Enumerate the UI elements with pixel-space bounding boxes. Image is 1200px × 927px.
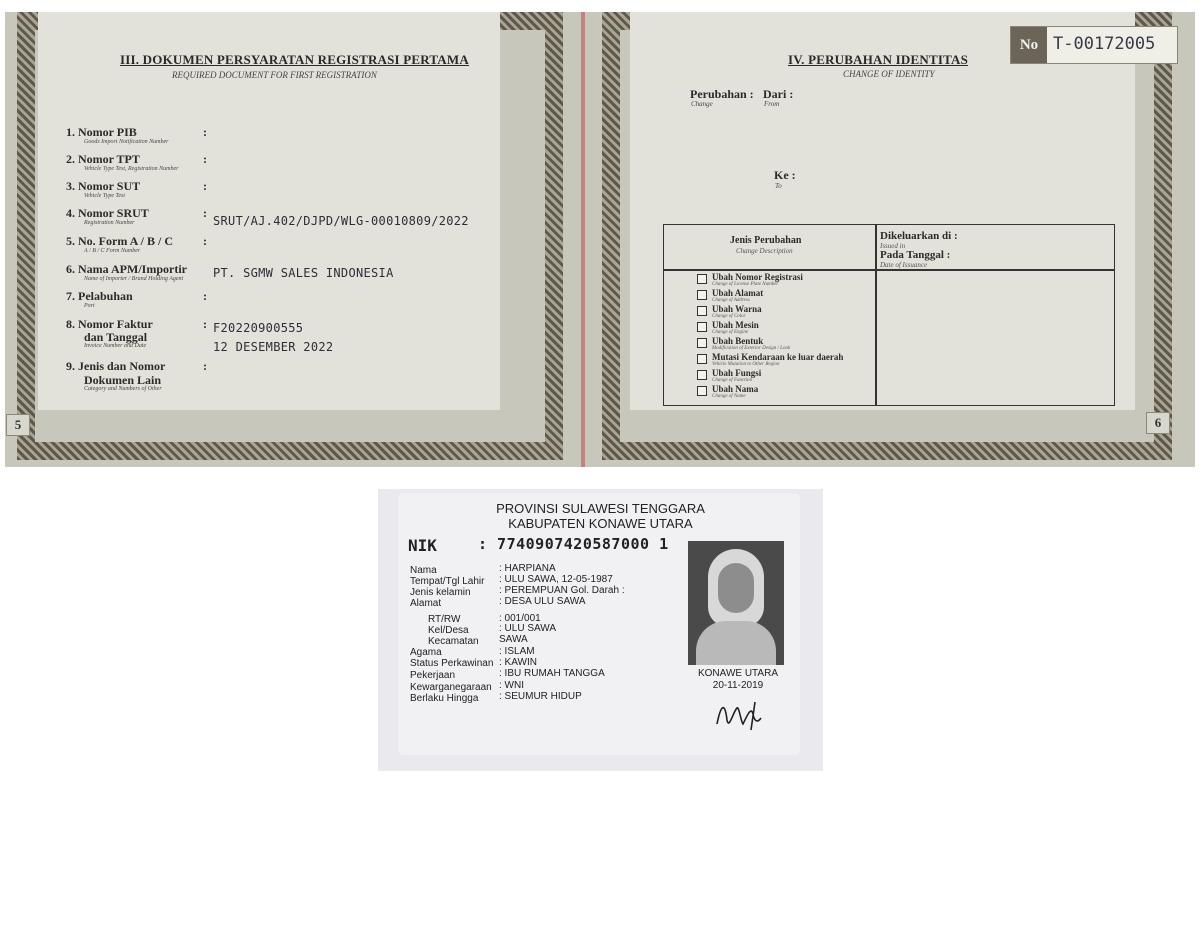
checkbox-change-function[interactable] xyxy=(697,370,707,380)
perubahan-sublabel: Change xyxy=(691,100,713,108)
field-value-invoice-number: F20220900555 xyxy=(213,321,304,335)
issue-place: KONAWE UTARA xyxy=(697,668,778,679)
field-label-form-abc: 5. No. Form A / B / C xyxy=(66,234,173,248)
card-field-label: Kel/Desa xyxy=(428,625,469,636)
section-subtitle-required-documents: REQUIRED DOCUMENT FOR FIRST REGISTRATION xyxy=(172,70,377,80)
checkbox-change-shape[interactable] xyxy=(697,338,707,348)
option-change-engine: Ubah Mesin xyxy=(712,320,759,330)
document-number-label: No xyxy=(1011,27,1047,63)
table-subheader-issue-date: Date of Issuance xyxy=(880,261,928,269)
section-title-change-identity: IV. PERUBAHAN IDENTITAS xyxy=(788,52,969,67)
field-sublabel-pib: Goods Import Notification Number xyxy=(84,139,169,145)
field-sublabel-sut: Vehicle Type Test xyxy=(84,193,125,199)
field-sublabel-other-docs: Category and Numbers of Other xyxy=(84,386,162,392)
card-field-village: : ULU SAWA xyxy=(499,623,557,634)
option-sublabel: Change of Color xyxy=(712,314,746,319)
table-header-issued-in: Dikeluarkan di : xyxy=(880,230,958,242)
card-field-occupation: : IBU RUMAH TANGGA xyxy=(499,668,605,679)
field-sublabel-importer: Name of Importer / Brand Holding Agent xyxy=(84,276,184,282)
checkbox-change-engine[interactable] xyxy=(697,322,707,332)
checkbox-change-address[interactable] xyxy=(697,290,707,300)
photo-face xyxy=(718,563,754,613)
card-field-label: Alamat xyxy=(410,598,442,609)
option-sublabel: Vehicle Mutation to Other Region xyxy=(712,362,780,367)
document-number-box xyxy=(1010,26,1178,64)
document-number-value: T-00172005 xyxy=(1053,34,1156,54)
holder-photo xyxy=(688,541,784,665)
card-field-label: Kecamatan xyxy=(428,636,479,647)
field-colon: : xyxy=(203,289,207,303)
perubahan-label: Perubahan : xyxy=(690,87,754,101)
field-colon: : xyxy=(203,317,207,331)
booklet-spine xyxy=(581,12,585,467)
field-sublabel-tpt: Vehicle Type Test, Registration Number xyxy=(84,166,179,172)
field-label-port: 7. Pelabuhan xyxy=(66,289,133,303)
card-field-marital: : KAWIN xyxy=(499,657,537,668)
field-value-srut: SRUT/AJ.402/DJPD/WLG-00010809/2022 xyxy=(213,214,469,228)
option-sublabel: Change of Name xyxy=(712,394,746,399)
field-sublabel-form-abc: A / B / C Form Number xyxy=(84,248,141,254)
card-regency: KABUPATEN KONAWE UTARA xyxy=(508,516,693,531)
card-province: PROVINSI SULAWESI TENGGARA xyxy=(496,501,705,516)
card-field-label: Status Perkawinan xyxy=(410,658,494,669)
field-label-sut: 3. Nomor SUT xyxy=(66,179,141,193)
field-label-other-docs-line2: Dokumen Lain xyxy=(84,373,162,387)
card-field-label: Kewarganegaraan xyxy=(410,682,492,693)
field-colon: : xyxy=(203,179,207,193)
option-vehicle-mutation: Mutasi Kendaraan ke luar daerah xyxy=(712,352,844,362)
option-sublabel: Change of Function xyxy=(712,378,752,383)
card-field-address: : DESA ULU SAWA xyxy=(499,596,586,607)
option-change-color: Ubah Warna xyxy=(712,304,762,314)
table-header-change-type: Jenis Perubahan xyxy=(730,235,802,246)
field-sublabel-srut: Registration Number xyxy=(84,220,135,226)
table-divider xyxy=(875,225,877,405)
card-field-label: RT/RW xyxy=(428,614,461,625)
card-field-rtrw: : 001/001 xyxy=(499,613,541,624)
field-label-invoice-line2: dan Tanggal xyxy=(84,330,148,344)
field-label-srut: 4. Nomor SRUT xyxy=(66,206,149,220)
ke-label: Ke : xyxy=(774,168,796,182)
card-field-label: Tempat/Tgl Lahir xyxy=(410,576,485,587)
identity-card xyxy=(378,489,823,771)
holder-signature xyxy=(711,694,771,736)
field-value-importer: PT. SGMW SALES INDONESIA xyxy=(213,266,394,280)
card-field-label: Jenis kelamin xyxy=(410,587,471,598)
checkbox-change-name[interactable] xyxy=(697,386,707,396)
field-colon: : xyxy=(203,234,207,248)
option-change-shape: Ubah Bentuk xyxy=(712,336,764,346)
table-header-issue-date: Pada Tanggal : xyxy=(880,249,951,261)
issue-date: 20-11-2019 xyxy=(712,680,764,691)
card-field-name: : HARPIANA xyxy=(499,563,556,574)
field-label-tpt: 2. Nomor TPT xyxy=(66,152,140,166)
option-change-name: Ubah Nama xyxy=(712,384,759,394)
option-sublabel: Change of Address xyxy=(712,298,750,303)
field-label-pib: 1. Nomor PIB xyxy=(66,125,137,139)
option-change-registration: Ubah Nomor Registrasi xyxy=(712,272,803,282)
field-label-invoice: 8. Nomor Faktur xyxy=(66,317,153,331)
nik-label: NIK xyxy=(408,536,437,555)
field-sublabel-port: Port xyxy=(84,303,95,309)
table-divider xyxy=(664,269,1114,271)
table-subheader-issued-in: Issued in xyxy=(880,242,906,250)
card-field-validity: : SEUMUR HIDUP xyxy=(499,691,582,702)
nik-value: : 7740907420587000 1 xyxy=(478,535,669,553)
card-field-label: Pekerjaan xyxy=(410,670,456,681)
dari-sublabel: From xyxy=(764,100,780,108)
field-colon: : xyxy=(203,206,207,220)
section-subtitle-change-identity: CHANGE OF IDENTITY xyxy=(843,69,935,79)
card-field-village-cont: SAWA xyxy=(499,634,528,645)
photo-body xyxy=(696,621,776,665)
page-number-right: 6 xyxy=(1146,412,1170,434)
card-field-nationality: : WNI xyxy=(499,680,524,691)
table-subheader-change-type: Change Description xyxy=(736,247,793,255)
card-field-religion: : ISLAM xyxy=(499,646,535,657)
card-field-label: Nama xyxy=(410,565,437,576)
section-title-required-documents: III. DOKUMEN PERSYARATAN REGISTRASI PERTAMA xyxy=(120,52,469,67)
option-change-address: Ubah Alamat xyxy=(712,288,764,298)
field-colon: : xyxy=(203,152,207,166)
field-sublabel-invoice: Invoice Number and Date xyxy=(84,343,147,349)
card-field-gender: : PEREMPUAN Gol. Darah : xyxy=(499,585,625,596)
field-label-importer: 6. Nama APM/Importir xyxy=(66,262,187,276)
checkbox-vehicle-mutation[interactable] xyxy=(697,354,707,364)
option-sublabel: Modification of Exterior Design / Look xyxy=(712,346,791,351)
field-value-invoice-date: 12 DESEMBER 2022 xyxy=(213,340,334,354)
option-sublabel: Change of License Plate Number xyxy=(712,282,779,287)
field-colon: : xyxy=(203,125,207,139)
checkbox-change-color[interactable] xyxy=(697,306,707,316)
card-field-label: Agama xyxy=(410,647,442,658)
option-sublabel: Change of Engine xyxy=(712,330,749,335)
option-change-function: Ubah Fungsi xyxy=(712,368,762,378)
checkbox-change-registration[interactable] xyxy=(697,274,707,284)
dari-label: Dari : xyxy=(763,87,794,101)
field-label-other-docs: 9. Jenis dan Nomor xyxy=(66,359,166,373)
field-colon: : xyxy=(203,359,207,373)
page-number-left: 5 xyxy=(6,414,30,436)
card-field-label: Berlaku Hingga xyxy=(410,693,479,704)
ke-sublabel: To xyxy=(775,182,782,190)
card-field-birth: : ULU SAWA, 12-05-1987 xyxy=(499,574,613,585)
change-table xyxy=(663,224,1115,406)
